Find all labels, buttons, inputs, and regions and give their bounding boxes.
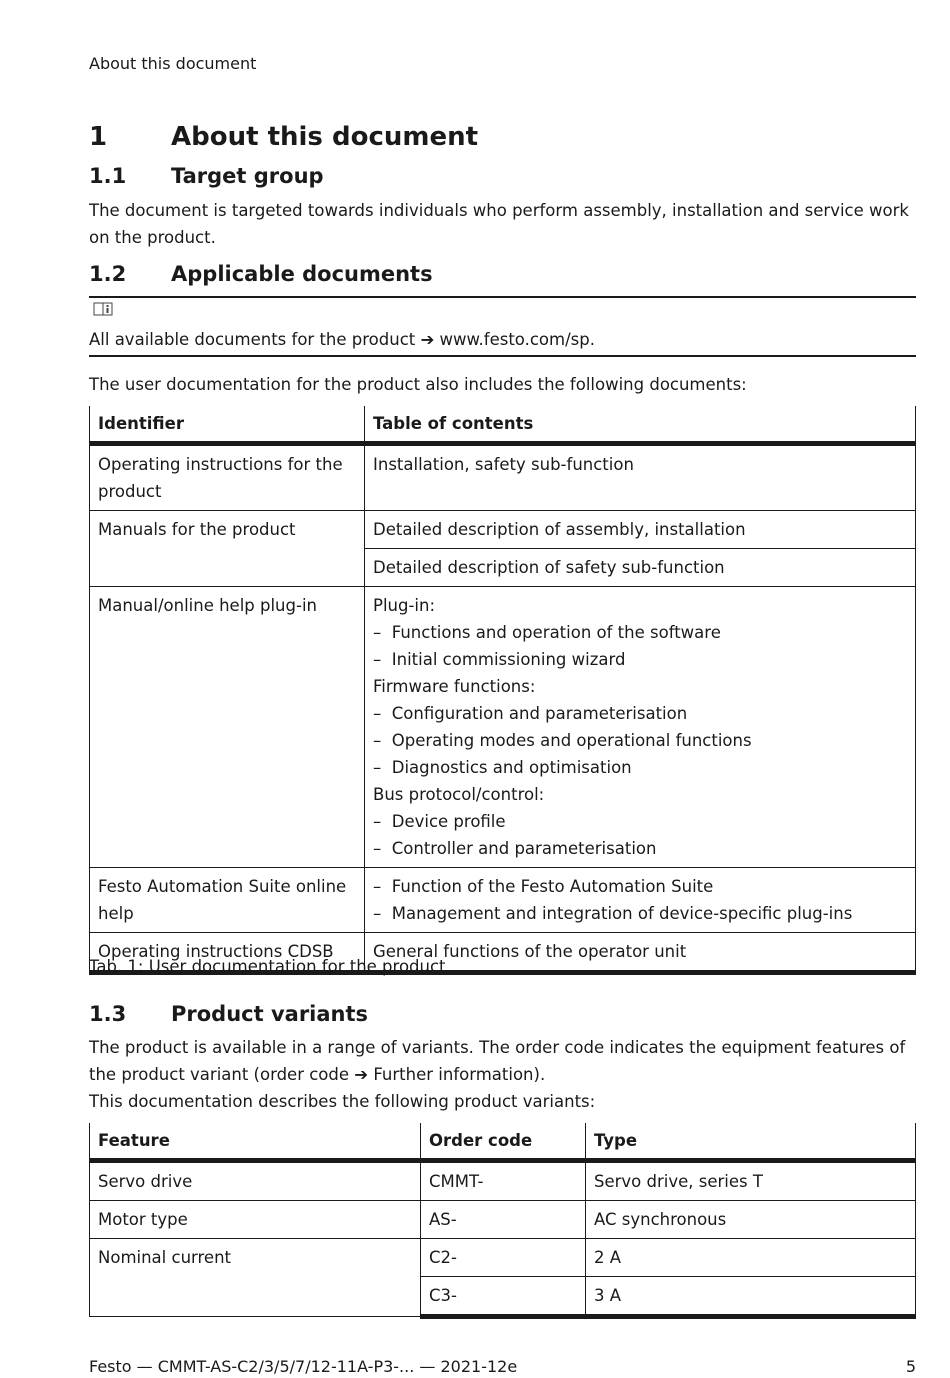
contents-cell: Detailed description of safety sub-function — [365, 549, 916, 587]
list-item: – Management and integration of device-specific plug-ins — [373, 904, 853, 923]
product-variants-table — [89, 1123, 916, 1319]
column-header: Feature — [90, 1123, 421, 1161]
list-item: – Operating modes and operational functions — [373, 731, 752, 750]
identifier-cell: Operating instructions CDSB — [90, 933, 365, 973]
list-heading: Plug-in: — [373, 596, 436, 615]
contents-cell: Installation, safety sub-function — [365, 444, 916, 511]
page-number: 5 — [905, 1357, 916, 1376]
type-cell: 3 A — [586, 1277, 916, 1317]
list-item: – Configuration and parameterisation — [373, 704, 688, 723]
contents-cell — [365, 868, 916, 933]
contents-cell: Detailed description of assembly, installation — [365, 511, 916, 549]
book-info-icon — [93, 301, 115, 317]
section-number: 1.3 — [89, 1002, 127, 1026]
table-row — [90, 1161, 916, 1201]
column-header: Table of contents — [365, 406, 916, 444]
identifier-cell: Operating instructions for the product — [90, 444, 365, 511]
product-variants-text: The product is available in a range of variants. The order code indicates the equipment features of the product variant (order code ➔ Further information). — [89, 1038, 906, 1084]
section-number: 1.2 — [89, 262, 127, 286]
section-title: Target group — [171, 164, 324, 188]
footer-document-id: Festo — CMMT-AS-C2/3/5/7/12-11A-P3-... — 2021-12e — [89, 1357, 518, 1376]
feature-cell: Servo drive — [90, 1161, 421, 1201]
list-item: – Initial commissioning wizard — [373, 650, 626, 669]
table-row — [90, 1239, 916, 1277]
info-box — [89, 296, 916, 357]
column-header: Type — [586, 1123, 916, 1161]
section-title: Product variants — [171, 1002, 369, 1026]
column-header: Identifier — [90, 406, 365, 444]
section-title: About this document — [171, 122, 479, 152]
section-1-2-heading — [89, 262, 916, 286]
feature-cell: Motor type — [90, 1201, 421, 1239]
table-caption: Tab. 1: User documentation for the product — [89, 957, 446, 976]
section-number: 1 — [89, 122, 108, 152]
contents-cell: General functions of the operator unit — [365, 933, 916, 973]
table-row — [90, 587, 916, 868]
identifier-cell: Manual/online help plug-in — [90, 587, 365, 868]
type-cell: Servo drive, series T — [586, 1161, 916, 1201]
type-cell: 2 A — [586, 1239, 916, 1277]
feature-cell: Nominal current — [90, 1239, 421, 1317]
identifier-cell: Manuals for the product — [90, 511, 365, 587]
order-code-cell: C2- — [421, 1239, 586, 1277]
product-variants-intro: This documentation describes the following product variants: — [89, 1092, 596, 1111]
applicable-docs-intro: The user documentation for the product also includes the following documents: — [89, 375, 747, 394]
contents-cell — [365, 587, 916, 868]
list-item: – Function of the Festo Automation Suite — [373, 877, 714, 896]
order-code-cell: C3- — [421, 1277, 586, 1317]
section-number: 1.1 — [89, 164, 127, 188]
table-header-row — [90, 406, 916, 444]
table-header-row — [90, 1123, 916, 1161]
type-cell: AC synchronous — [586, 1201, 916, 1239]
section-title: Applicable documents — [171, 262, 433, 286]
documentation-table — [89, 406, 916, 975]
table-row — [90, 868, 916, 933]
order-code-cell: AS- — [421, 1201, 586, 1239]
identifier-cell: Festo Automation Suite online help — [90, 868, 365, 933]
column-header: Order code — [421, 1123, 586, 1161]
target-group-text: The document is targeted towards individuals who perform assembly, installation and service work on the product. — [89, 201, 909, 247]
list-item: – Diagnostics and optimisation — [373, 758, 632, 777]
order-code-cell: CMMT- — [421, 1161, 586, 1201]
list-item: – Device profile — [373, 812, 506, 831]
section-1-heading — [89, 122, 916, 152]
section-1-1-heading — [89, 164, 916, 188]
running-header: About this document — [89, 54, 257, 73]
list-heading: Bus protocol/control: — [373, 785, 545, 804]
list-item: – Controller and parameterisation — [373, 839, 657, 858]
table-row — [90, 1201, 916, 1239]
table-row — [90, 511, 916, 549]
list-heading: Firmware functions: — [373, 677, 536, 696]
section-1-3-heading — [89, 1002, 916, 1026]
documents-link-text[interactable]: All available documents for the product ➔ www.festo.com/sp. — [89, 330, 595, 349]
list-item: – Functions and operation of the software — [373, 623, 721, 642]
table-row — [90, 444, 916, 511]
